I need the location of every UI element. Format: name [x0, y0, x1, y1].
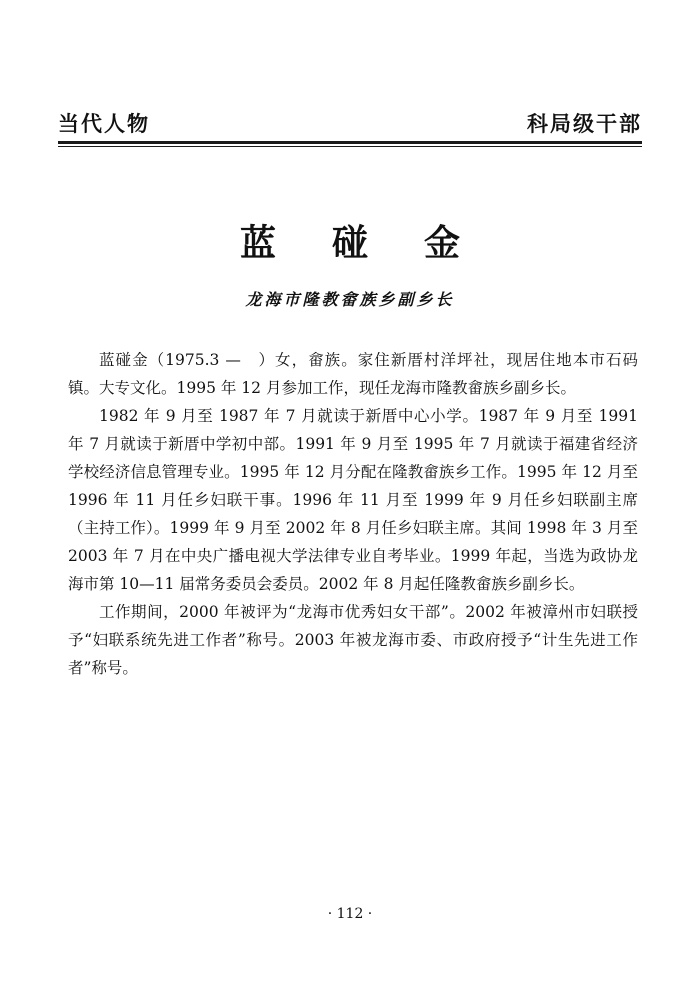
- page-number: · 112 ·: [327, 906, 373, 922]
- header-section-label: 当代人物: [58, 112, 150, 136]
- paragraph-intro: 蓝碰金（1975.3 — ）女，畲族。家住新厝村洋坪社，现居住地本市石码镇。大专文化。1995 年 12 月参加工作，现任龙海市隆教畲族乡副乡长。: [68, 351, 638, 397]
- running-header: [58, 106, 642, 140]
- position-subtitle: 龙海市隆教畲族乡副乡长: [245, 290, 455, 309]
- person-name-title: 蓝碰金: [239, 222, 516, 264]
- header-rule-thin: [58, 146, 642, 147]
- paragraph-career: 1982 年 9 月至 1987 年 7 月就读于新厝中心小学。1987 年 9 月至 1991 年 7 月就读于新厝中学初中部。1991 年 9 月至 1995 年 7 月就读于福建省经济学校经济信息管理专业。1995 年 12 月分配在隆教畲族乡工作。1995 年 12 月至 1996 年 11 月任乡妇联干事。1996 年 11 月至 1999 年 9 月任乡妇联副主席（主持工作）。1999 年 9 月至 2002 年 8 月任乡妇联主席。其间 1998 年 3 月至 2003 年 7 月在中央广播电视大学法律专业自考毕业。1999 年起，当选为政协龙海市第 10—11 届常务委员会委员。2002 年 8 月起任隆教畲族乡副乡长。: [68, 407, 638, 593]
- paragraph-awards: 工作期间，2000 年被评为“龙海市优秀妇女干部”。2002 年被漳州市妇联授予“妇联系统先进工作者”称号。2003 年被龙海市委、市政府授予“计生先进工作者”称号。: [68, 603, 638, 677]
- header-rule-thick: [58, 141, 642, 144]
- biography-body: [68, 346, 638, 682]
- header-category-label: 科局级干部: [527, 112, 642, 136]
